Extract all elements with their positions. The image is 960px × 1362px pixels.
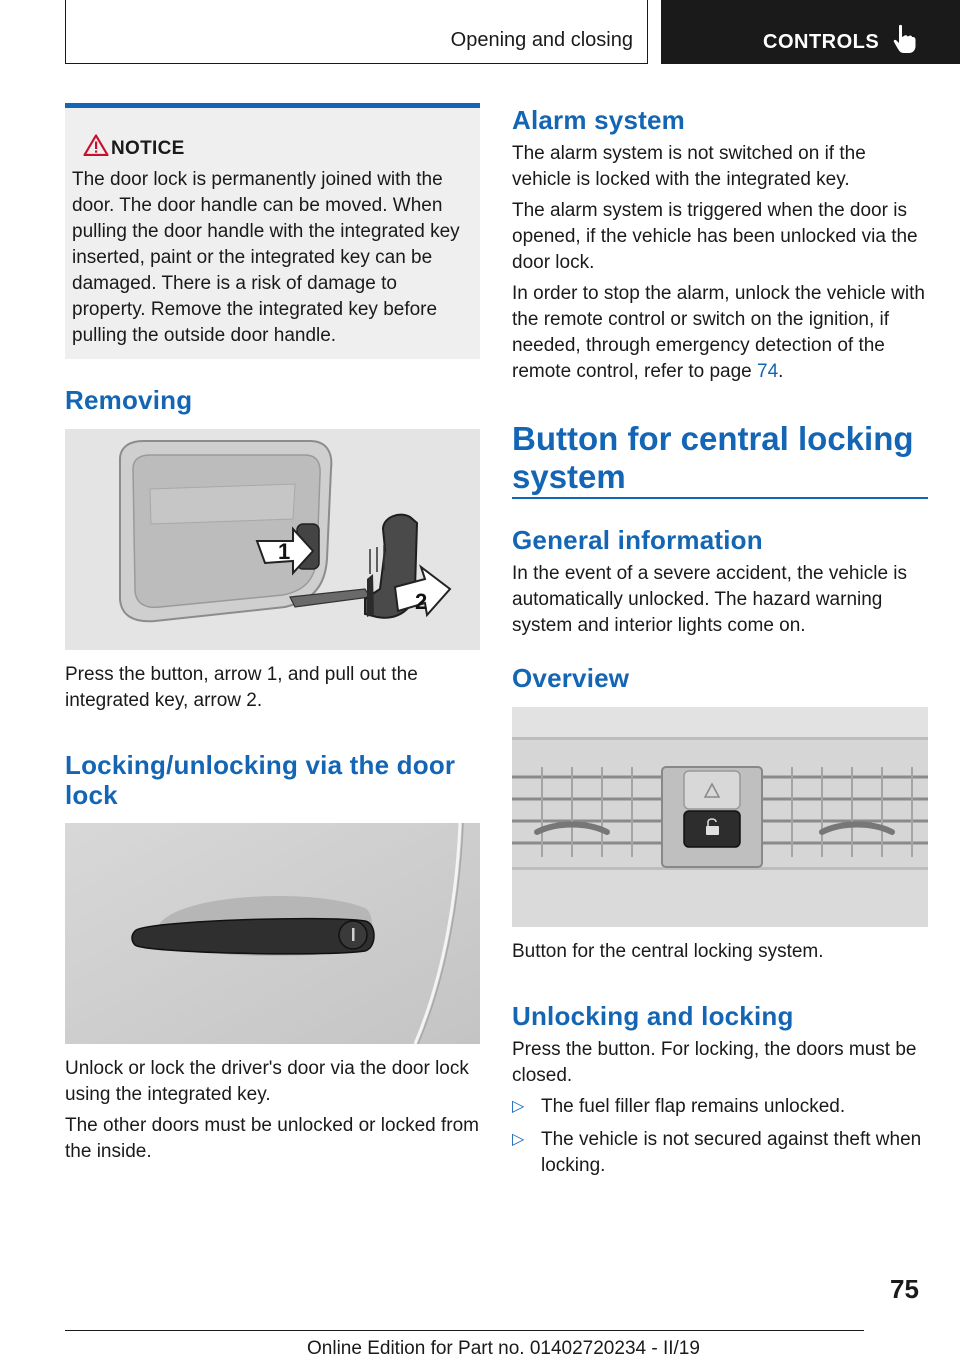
key-removal-figure (65, 429, 480, 650)
overview-heading: Overview (512, 663, 630, 693)
header-section-box (65, 0, 648, 64)
page-74-link[interactable]: 74 (757, 361, 779, 382)
door-lock-text-2: The other doors must be unlocked or locked from the inside. (65, 1115, 479, 1162)
general-information-heading: General information (512, 525, 763, 555)
door-lock-heading: Locking/unlocking via the door lock (65, 750, 456, 810)
removing-heading: Removing (65, 385, 193, 415)
list-item (512, 1127, 928, 1179)
door-handle-figure (65, 823, 480, 1044)
header-chapter-tab[interactable] (661, 0, 960, 64)
header-section-title: Opening and closing (450, 29, 633, 51)
page-number: 75 (890, 1274, 919, 1304)
footer-edition: Online Edition for Part no. 01402720234 - II/19 (307, 1338, 700, 1359)
alarm-text-2: The alarm system is triggered when the door is opened, if the vehicle has been unlocked via the door lock. (512, 200, 918, 273)
footer-rule (65, 1330, 864, 1331)
general-information-text: In the event of a severe accident, the vehicle is automatically unlocked. The hazard warning system and interior lights come on. (512, 563, 908, 636)
list-item-text: The fuel filler flap remains unlocked. (541, 1096, 846, 1117)
alarm-text-3-end: . (778, 361, 784, 382)
header-chapter-label: CONTROLS (763, 31, 880, 53)
notice-title: NOTICE (111, 138, 185, 159)
notice-box (65, 103, 480, 359)
figure-label-2: 2 (415, 589, 428, 614)
figure-label-1: 1 (278, 539, 291, 564)
alarm-text-1: The alarm system is not switched on if the vehicle is locked with the integrated key. (512, 143, 866, 190)
list-item-text: The vehicle is not secured against theft when locking. (541, 1129, 922, 1176)
unlocking-bullet-list (512, 1094, 928, 1179)
alarm-heading: Alarm system (512, 105, 685, 135)
alarm-text-3 (512, 281, 928, 385)
warning-triangle-icon (83, 134, 109, 156)
overview-caption: Button for the central locking system. (512, 941, 824, 962)
removing-caption: Press the button, arrow 1, and pull out the integrated key, arrow 2. (65, 664, 418, 711)
unlocking-locking-heading: Unlocking and locking (512, 1001, 794, 1031)
central-locking-heading: Button for central locking system (512, 420, 914, 495)
list-item (512, 1094, 928, 1120)
bullet-triangle-icon: ▷ (512, 1131, 525, 1148)
pointing-hand-icon (891, 24, 917, 54)
door-lock-text-1: Unlock or lock the driver's door via the door lock using the integrated key. (65, 1058, 469, 1105)
alarm-text-3-main: In order to stop the alarm, unlock the vehicle with the remote control or switch on the ignition, if needed, through emergency detection of the remote control, refer to page (512, 283, 925, 382)
section-rule (512, 497, 928, 499)
notice-text: The door lock is permanently joined with the door. The door handle can be moved. When pulling the door handle with the integrated key inserted, paint or the integrated key can be damaged. There is a risk of damage to property. Remove the integrated key before pulling the outside door handle. (72, 169, 460, 346)
central-locking-button-figure (512, 707, 928, 927)
unlocking-locking-text: Press the button. For locking, the doors must be closed. (512, 1039, 917, 1086)
bullet-triangle-icon: ▷ (512, 1098, 525, 1115)
